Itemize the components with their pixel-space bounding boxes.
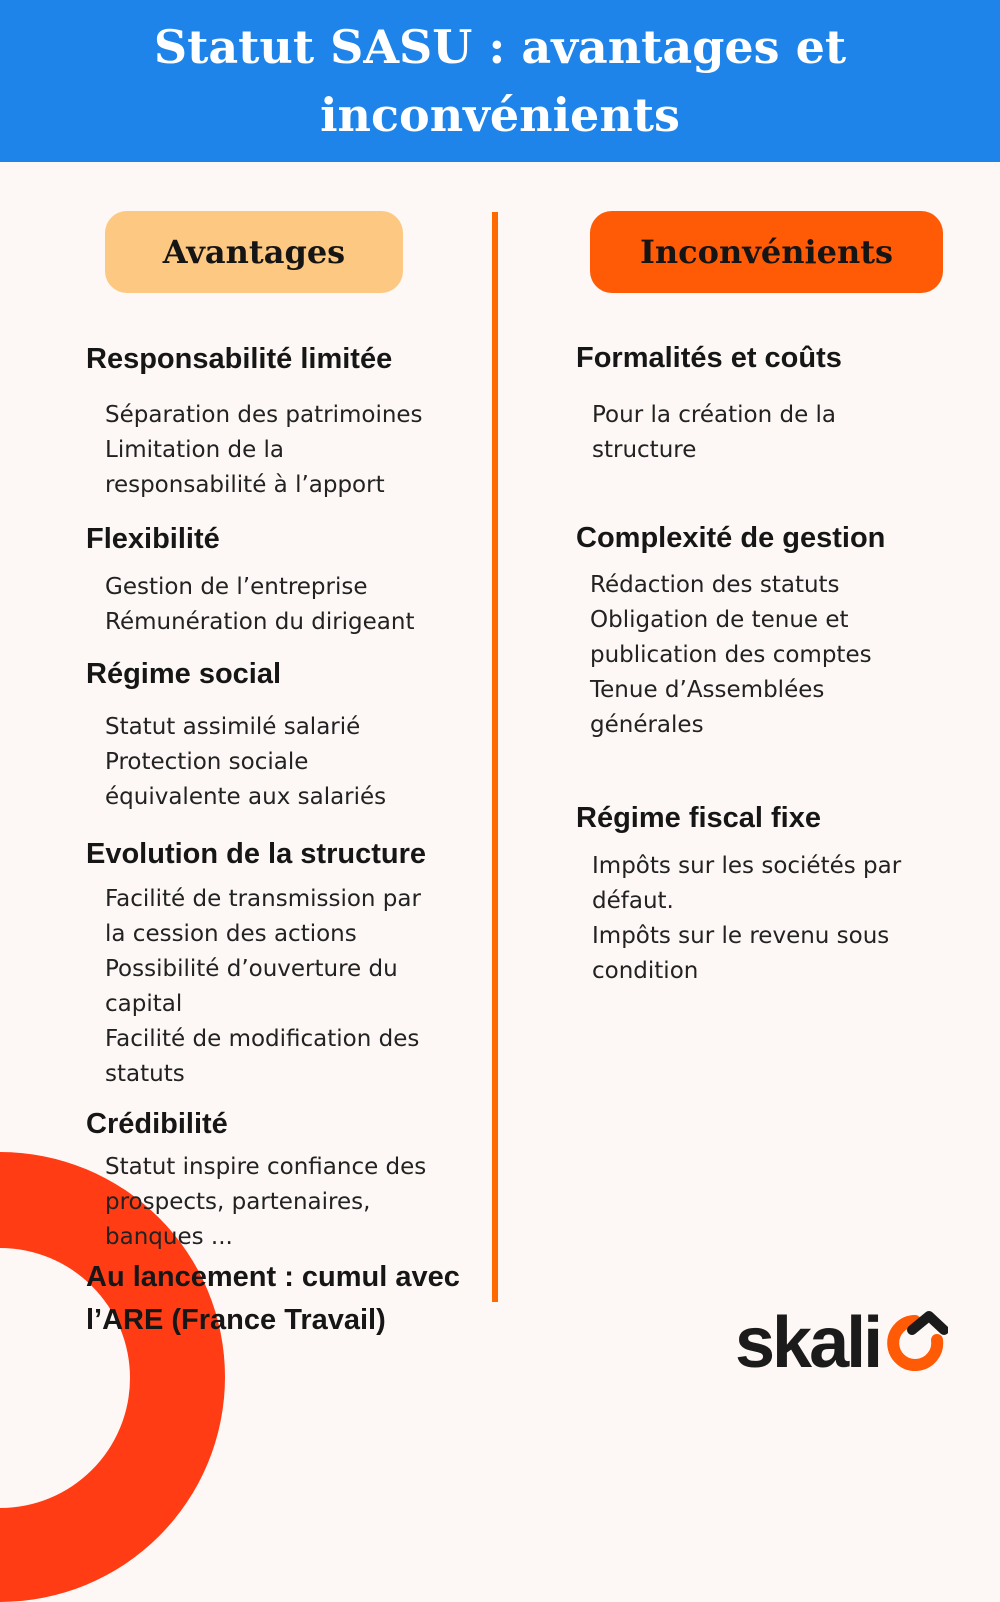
disadvantage-line: Obligation de tenue et: [590, 607, 849, 633]
advantage-line: Possibilité d’ouverture du: [105, 956, 398, 982]
disadvantage-line: Impôts sur les sociétés par: [592, 853, 902, 879]
advantage-line: équivalente aux salariés: [105, 784, 387, 810]
advantage-body-evolution: [105, 882, 421, 1092]
advantages-heading: Avantages: [105, 211, 403, 293]
disadvantage-line: défaut.: [592, 888, 674, 914]
advantage-title-flexibilite: Flexibilité: [86, 523, 220, 555]
advantage-line: Limitation de la: [105, 437, 285, 463]
advantage-title-evolution: Evolution de la structure: [86, 838, 426, 870]
disadvantage-line: générales: [590, 712, 704, 738]
column-divider: [492, 212, 498, 1302]
disadvantage-line: publication des comptes: [590, 642, 872, 668]
disadvantage-title-formalites: Formalités et coûts: [576, 342, 842, 374]
advantage-line: Gestion de l’entreprise: [105, 574, 368, 600]
advantage-body-regime-social: [105, 710, 386, 815]
advantage-body-responsabilite: [105, 398, 423, 503]
advantage-line: statuts: [105, 1061, 185, 1087]
page-header: [0, 0, 1000, 162]
advantage-footer-line: Au lancement : cumul avec: [86, 1261, 460, 1293]
disadvantage-line: Pour la création de la: [592, 402, 837, 428]
disadvantages-heading: Inconvénients: [590, 211, 943, 293]
advantage-title-credibilite: Crédibilité: [86, 1108, 228, 1140]
advantage-footer: [86, 1256, 506, 1342]
advantage-line: capital: [105, 991, 183, 1017]
advantage-line: responsabilité à l’apport: [105, 472, 385, 498]
logo-wordmark: skali: [735, 1303, 881, 1383]
skalio-logo: [735, 1303, 980, 1383]
advantage-footer-line: l’ARE (France Travail): [86, 1304, 386, 1336]
disadvantage-title-regime-fiscal: Régime fiscal fixe: [576, 802, 821, 834]
disadvantage-title-complexite: Complexité de gestion: [576, 522, 886, 554]
disadvantage-body-formalites: [592, 398, 836, 468]
advantage-line: prospects, partenaires,: [105, 1189, 371, 1215]
advantage-line: Séparation des patrimoines: [105, 402, 423, 428]
disadvantage-line: Tenue d’Assemblées: [590, 677, 825, 703]
disadvantage-body-complexite: [590, 568, 872, 743]
page-title: Statut SASU : avantages et inconvénients: [153, 20, 847, 142]
logo-arrow-circle-icon: [882, 1310, 948, 1376]
advantage-line: banques ...: [105, 1224, 233, 1250]
disadvantage-line: Rédaction des statuts: [590, 572, 840, 598]
advantage-body-credibilite: [105, 1150, 426, 1255]
disadvantage-line: Impôts sur le revenu sous: [592, 923, 890, 949]
disadvantage-line: structure: [592, 437, 697, 463]
advantage-line: la cession des actions: [105, 921, 357, 947]
advantage-body-flexibilite: [105, 570, 415, 640]
disadvantage-body-regime-fiscal: [592, 849, 901, 989]
advantage-line: Protection sociale: [105, 749, 309, 775]
advantage-line: Rémunération du dirigeant: [105, 609, 415, 635]
advantage-title-responsabilite: Responsabilité limitée: [86, 343, 393, 375]
advantage-line: Facilité de modification des: [105, 1026, 420, 1052]
advantage-line: Statut inspire confiance des: [105, 1154, 427, 1180]
disadvantage-line: condition: [592, 958, 699, 984]
advantage-line: Facilité de transmission par: [105, 886, 421, 912]
advantage-title-regime-social: Régime social: [86, 658, 282, 690]
advantage-line: Statut assimilé salarié: [105, 714, 361, 740]
